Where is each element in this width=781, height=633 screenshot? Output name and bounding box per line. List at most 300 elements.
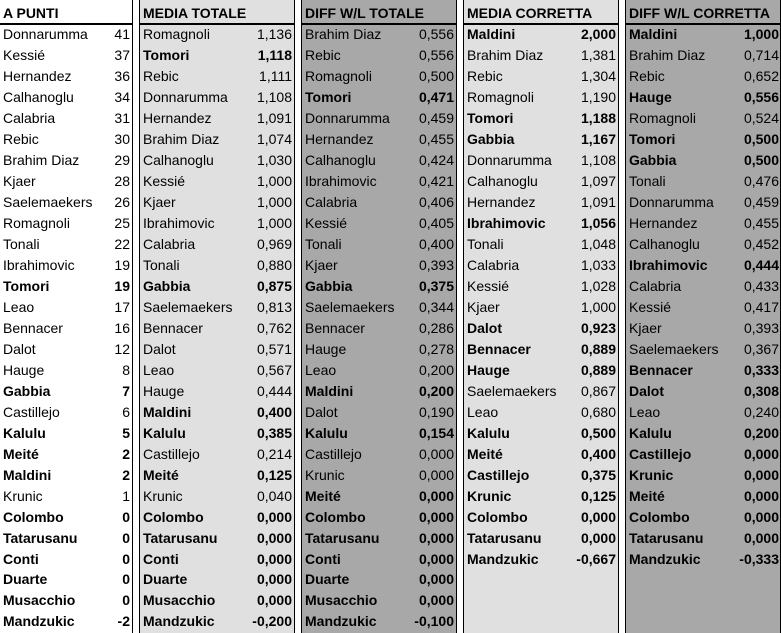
player-name: Ibrahimovic	[467, 214, 546, 231]
player-name: Meité	[143, 466, 179, 483]
player-value: 0,286	[418, 319, 454, 336]
player-value: 29	[114, 151, 130, 168]
player-name: Rebic	[629, 67, 665, 84]
player-value: 30	[114, 130, 130, 147]
table-row	[626, 465, 781, 486]
player-value: 1,056	[580, 214, 616, 231]
table-row	[0, 590, 132, 611]
table-row	[140, 339, 294, 360]
player-value: 1,108	[580, 151, 616, 168]
table-row	[140, 528, 294, 549]
table-row	[626, 423, 781, 444]
player-value: 41	[114, 26, 130, 42]
player-name: Tomori	[143, 46, 190, 63]
player-name: Gabbia	[143, 277, 191, 294]
column-border	[294, 0, 295, 633]
table-row	[626, 360, 781, 381]
player-value: 0,556	[418, 26, 454, 42]
table-row	[302, 507, 456, 528]
player-value: 0	[122, 571, 130, 588]
player-name: Ibrahimovic	[3, 256, 75, 273]
table-row	[140, 276, 294, 297]
player-value: 0,500	[743, 151, 779, 168]
table-row	[302, 465, 456, 486]
player-value: 1,111	[259, 67, 292, 84]
player-value: 0,000	[580, 508, 616, 525]
table-row	[140, 486, 294, 507]
column-header: MEDIA TOTALE	[143, 5, 247, 21]
player-value: -0,333	[739, 550, 779, 567]
table-row	[302, 87, 456, 108]
player-name: Conti	[143, 550, 179, 567]
player-name: Calhanoglu	[629, 235, 700, 252]
player-name: Calabria	[305, 193, 358, 210]
player-value: 0,459	[418, 109, 454, 126]
player-name: Tomori	[467, 109, 514, 126]
player-value: 0,400	[580, 445, 616, 462]
player-value: 0,444	[743, 256, 779, 273]
table-row	[464, 318, 618, 339]
player-name: Rebic	[467, 67, 503, 84]
player-name: Krunic	[3, 487, 43, 504]
player-name: Leao	[305, 361, 337, 378]
player-name: Hernandez	[467, 193, 536, 210]
player-value: 0,367	[743, 340, 779, 357]
player-value: 1,000	[256, 193, 292, 210]
player-name: Donnarumma	[143, 88, 228, 105]
player-value: 1,136	[256, 26, 292, 42]
player-value: 0,652	[743, 67, 779, 84]
player-name: Castillejo	[3, 403, 60, 420]
player-value: 0,471	[418, 88, 454, 105]
column-header: DIFF W/L TOTALE	[305, 5, 424, 21]
player-value: 0,375	[580, 466, 616, 483]
table-row	[140, 297, 294, 318]
player-name: Tomori	[3, 277, 50, 294]
table-row	[0, 150, 132, 171]
table-row	[464, 402, 618, 423]
column-border	[139, 0, 140, 633]
table-row	[626, 402, 781, 423]
table-row	[626, 234, 781, 255]
player-name: Romagnoli	[629, 109, 696, 126]
table-row	[302, 360, 456, 381]
player-value: 22	[114, 235, 130, 252]
table-row	[140, 192, 294, 213]
player-name: Leao	[143, 361, 175, 378]
player-value: 0,500	[580, 424, 616, 441]
player-name: Leao	[629, 403, 661, 420]
player-name: Colombo	[629, 508, 690, 525]
player-name: Calabria	[143, 235, 196, 252]
player-name: Maldini	[3, 466, 52, 483]
player-name: Krunic	[305, 466, 345, 483]
player-value: 34	[114, 88, 130, 105]
player-value: 0,455	[743, 214, 779, 231]
player-value: 0	[122, 529, 130, 546]
player-name: Brahim Diaz	[3, 151, 80, 168]
player-name: Meité	[3, 445, 39, 462]
player-name: Saelemaekers	[629, 340, 719, 357]
table-row	[464, 381, 618, 402]
player-value: 6	[122, 403, 130, 420]
player-value: 0,200	[418, 361, 454, 378]
table-row	[464, 549, 618, 570]
table-row	[140, 45, 294, 66]
table-row	[140, 255, 294, 276]
player-value: 0,040	[256, 487, 292, 504]
player-name: Kalulu	[467, 424, 510, 441]
table-row	[0, 569, 132, 590]
player-name: Musacchio	[3, 592, 76, 609]
player-value: 0,000	[743, 466, 779, 483]
player-value: 0,000	[418, 508, 454, 525]
player-value: 0,400	[256, 403, 292, 420]
player-value: 1,000	[743, 26, 779, 42]
player-value: 0	[122, 550, 130, 567]
table-row	[464, 213, 618, 234]
player-name: Rebic	[305, 46, 341, 63]
table-row	[0, 339, 132, 360]
player-value: 0,923	[580, 319, 616, 336]
player-name: Bennacer	[3, 319, 63, 336]
player-name: Gabbia	[305, 277, 353, 294]
table-row	[302, 528, 456, 549]
table-row	[0, 297, 132, 318]
table-row	[626, 276, 781, 297]
player-name: Tatarusanu	[629, 529, 704, 546]
player-value: 16	[114, 319, 130, 336]
table-row	[0, 192, 132, 213]
player-value: 12	[114, 340, 130, 357]
player-name: Calhanoglu	[305, 151, 376, 168]
player-name: Gabbia	[467, 130, 515, 147]
player-name: Calhanoglu	[143, 151, 214, 168]
player-value: 1,000	[580, 298, 616, 315]
player-value: 36	[114, 67, 130, 84]
player-value: 1,167	[580, 130, 616, 147]
table-row	[0, 171, 132, 192]
table-row	[140, 569, 294, 590]
player-name: Bennacer	[629, 361, 693, 378]
table-row	[464, 297, 618, 318]
player-value: 0,556	[743, 88, 779, 105]
table-row	[302, 339, 456, 360]
player-value: 0,000	[743, 529, 779, 546]
player-name: Leao	[467, 403, 499, 420]
table-row	[302, 590, 456, 611]
player-name: Calhanoglu	[3, 88, 74, 105]
table-row	[140, 213, 294, 234]
table-row	[0, 255, 132, 276]
player-value: -0,667	[576, 550, 616, 567]
player-name: Ibrahimovic	[143, 214, 215, 231]
table-row	[464, 66, 618, 87]
player-value: 0,405	[418, 214, 454, 231]
player-value: 0,500	[743, 130, 779, 147]
player-name: Kessié	[305, 214, 348, 231]
table-row	[626, 549, 781, 570]
table-row	[626, 108, 781, 129]
player-name: Romagnoli	[143, 26, 210, 42]
player-name: Hauge	[305, 340, 347, 357]
player-name: Dalot	[467, 319, 502, 336]
table-row	[140, 465, 294, 486]
player-name: Calhanoglu	[467, 172, 538, 189]
table-row	[626, 444, 781, 465]
player-value: 1,030	[256, 151, 292, 168]
player-value: 5	[122, 424, 130, 441]
table-row	[140, 318, 294, 339]
player-value: 0,714	[743, 46, 779, 63]
table-row	[302, 423, 456, 444]
player-value: 0,308	[743, 382, 779, 399]
player-value: 0,344	[418, 298, 454, 315]
player-value: 1,074	[256, 130, 292, 147]
player-name: Bennacer	[467, 340, 531, 357]
table-row	[302, 66, 456, 87]
player-value: 0,417	[743, 298, 779, 315]
column-border	[625, 0, 626, 633]
player-name: Tonali	[629, 172, 666, 189]
player-name: Hernandez	[143, 109, 212, 126]
table-row	[464, 45, 618, 66]
table-row	[302, 255, 456, 276]
player-name: Donnarumma	[629, 193, 714, 210]
player-name: Gabbia	[3, 382, 51, 399]
player-name: Krunic	[629, 466, 674, 483]
player-value: 1	[122, 487, 130, 504]
player-value: 0,000	[256, 550, 292, 567]
player-name: Mandzukic	[143, 613, 215, 630]
player-value: 31	[114, 109, 130, 126]
player-value: 0,000	[418, 487, 454, 504]
player-name: Kessié	[467, 277, 510, 294]
table-row	[464, 444, 618, 465]
table-row	[302, 549, 456, 570]
table-row	[302, 108, 456, 129]
player-value: 0,393	[418, 256, 454, 273]
table-row	[302, 486, 456, 507]
column-border	[456, 0, 457, 633]
table-row	[140, 24, 294, 45]
table-row	[626, 192, 781, 213]
player-value: 0,459	[743, 193, 779, 210]
player-name: Castillejo	[143, 445, 200, 462]
column-border	[618, 0, 619, 633]
player-name: Calabria	[467, 256, 520, 273]
player-name: Meité	[305, 487, 341, 504]
player-name: Romagnoli	[3, 214, 70, 231]
table-row	[626, 507, 781, 528]
table-row	[302, 402, 456, 423]
player-value: 0,867	[580, 382, 616, 399]
player-value: 2	[122, 445, 130, 462]
column-diff-corretta	[626, 0, 781, 633]
player-name: Hernandez	[3, 67, 72, 84]
player-value: 0,571	[256, 340, 292, 357]
player-name: Conti	[3, 550, 39, 567]
player-value: 0,500	[418, 67, 454, 84]
table-row	[140, 381, 294, 402]
table-row	[0, 234, 132, 255]
player-value: 0,813	[256, 298, 292, 315]
table-row	[0, 611, 132, 632]
player-name: Colombo	[3, 508, 64, 525]
table-row	[302, 213, 456, 234]
table-row	[626, 486, 781, 507]
table-row	[0, 465, 132, 486]
player-name: Brahim Diaz	[305, 26, 382, 42]
player-value: 0	[122, 592, 130, 609]
table-row	[140, 423, 294, 444]
table-row	[0, 129, 132, 150]
table-row	[626, 150, 781, 171]
table-row	[0, 108, 132, 129]
table-row	[464, 192, 618, 213]
player-value: 8	[122, 361, 130, 378]
table-row	[0, 507, 132, 528]
player-value: 0,452	[743, 235, 779, 252]
player-name: Ibrahimovic	[629, 256, 708, 273]
player-name: Hauge	[629, 88, 672, 105]
column-border	[132, 0, 133, 633]
table-row	[626, 66, 781, 87]
table-row	[140, 129, 294, 150]
column-media-totale	[140, 0, 294, 633]
table-row	[140, 611, 294, 632]
player-value: 7	[122, 382, 130, 399]
player-value: 0,000	[418, 571, 454, 588]
player-name: Castillejo	[305, 445, 362, 462]
player-value: 0,406	[418, 193, 454, 210]
player-name: Duarte	[143, 571, 188, 588]
table-row	[0, 423, 132, 444]
player-value: 0,154	[418, 424, 454, 441]
player-value: 0,200	[743, 424, 779, 441]
table-row	[0, 276, 132, 297]
table-row	[626, 381, 781, 402]
player-name: Hernandez	[629, 214, 698, 231]
table-row	[140, 87, 294, 108]
table-row	[0, 45, 132, 66]
column-header: A PUNTI	[3, 5, 59, 21]
table-row	[0, 381, 132, 402]
player-name: Hauge	[3, 361, 45, 378]
player-name: Tomori	[629, 130, 676, 147]
player-value: 1,000	[256, 172, 292, 189]
player-value: 37	[114, 46, 130, 63]
player-name: Tonali	[143, 256, 180, 273]
column-border	[463, 0, 464, 633]
table-row	[464, 150, 618, 171]
player-name: Rebic	[3, 130, 39, 147]
table-row	[140, 549, 294, 570]
table-row	[0, 528, 132, 549]
player-value: 0,000	[743, 508, 779, 525]
table-row	[302, 45, 456, 66]
player-name: Tatarusanu	[143, 529, 218, 546]
player-value: 1,188	[580, 109, 616, 126]
player-name: Meité	[629, 487, 665, 504]
player-name: Maldini	[143, 403, 192, 420]
player-value: 0,125	[256, 466, 292, 483]
player-name: Saelemaekers	[143, 298, 233, 315]
player-name: Kalulu	[629, 424, 672, 441]
player-value: 0,385	[256, 424, 292, 441]
player-value: -0,100	[414, 613, 454, 630]
player-value: 1,033	[580, 256, 616, 273]
player-name: Hauge	[143, 382, 185, 399]
player-value: 0,000	[743, 445, 779, 462]
player-name: Krunic	[467, 487, 512, 504]
table-row	[302, 150, 456, 171]
player-value: 0,680	[580, 403, 616, 420]
player-value: 0,000	[256, 571, 292, 588]
player-name: Tomori	[305, 88, 352, 105]
player-name: Duarte	[305, 571, 350, 588]
player-name: Kjaer	[629, 319, 662, 336]
player-name: Saelemaekers	[3, 193, 93, 210]
player-name: Kjaer	[143, 193, 176, 210]
player-value: 0,424	[418, 151, 454, 168]
player-value: 17	[114, 298, 130, 315]
player-name: Kjaer	[3, 172, 36, 189]
player-name: Colombo	[467, 508, 528, 525]
player-name: Kalulu	[143, 424, 186, 441]
table-row	[0, 444, 132, 465]
player-value: 0,190	[418, 403, 454, 420]
table-row	[626, 318, 781, 339]
table-row	[0, 24, 132, 45]
player-name: Tonali	[305, 235, 342, 252]
table-row	[464, 108, 618, 129]
table-row	[464, 528, 618, 549]
player-value: 0,476	[743, 172, 779, 189]
player-value: 0,375	[418, 277, 454, 294]
table-row	[302, 318, 456, 339]
column-diff-totale	[302, 0, 456, 633]
player-name: Tatarusanu	[305, 529, 380, 546]
table-row	[464, 507, 618, 528]
player-value: 0,000	[580, 529, 616, 546]
table-row	[302, 24, 456, 45]
table-row	[140, 150, 294, 171]
player-name: Tonali	[467, 235, 504, 252]
player-value: 0,556	[418, 46, 454, 63]
table-row	[626, 297, 781, 318]
player-name: Mandzukic	[305, 613, 377, 630]
player-name: Krunic	[143, 487, 183, 504]
table-row	[0, 66, 132, 87]
table-row	[302, 171, 456, 192]
table-row	[0, 402, 132, 423]
player-name: Kjaer	[305, 256, 338, 273]
player-name: Duarte	[3, 571, 48, 588]
player-name: Kessié	[3, 46, 46, 63]
table-row	[0, 87, 132, 108]
player-name: Kalulu	[305, 424, 348, 441]
table-row	[302, 569, 456, 590]
player-name: Romagnoli	[305, 67, 372, 84]
player-name: Maldini	[305, 382, 354, 399]
table-row	[464, 24, 618, 45]
table-row	[0, 360, 132, 381]
player-name: Gabbia	[629, 151, 677, 168]
player-value: 0,333	[743, 361, 779, 378]
table-row	[140, 360, 294, 381]
player-value: 1,108	[256, 88, 292, 105]
